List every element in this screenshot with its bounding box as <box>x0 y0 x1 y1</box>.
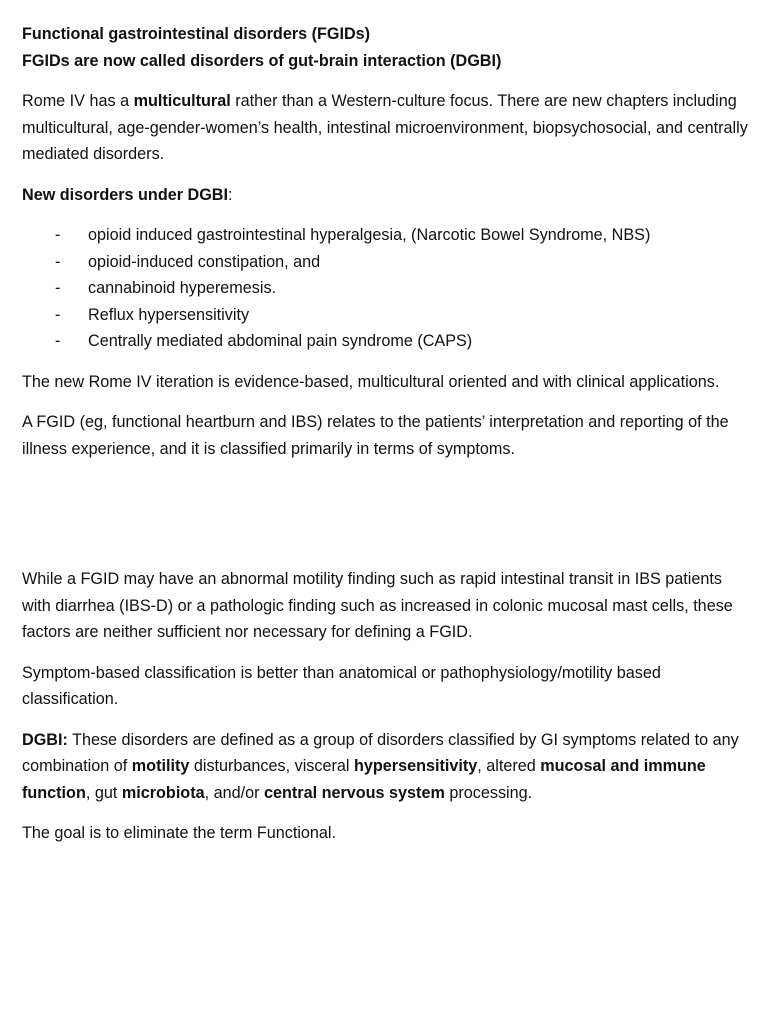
new-disorders-colon: : <box>227 185 233 204</box>
rome-text-pre: Rome IV has a <box>22 92 134 110</box>
rome-paragraph <box>22 88 750 168</box>
goal-paragraph: The goal is to eliminate the term Functional. <box>22 824 337 842</box>
dgbi-bold-microbiota: microbiota <box>121 783 205 802</box>
new-disorders-heading <box>22 182 750 209</box>
bullet-dash: - <box>55 252 61 271</box>
title-line-1: Functional gastrointestinal disorders (FGIDs) <box>22 25 371 43</box>
list-item-text: Centrally mediated abdominal pain syndrome (CAPS) <box>88 332 473 350</box>
dgbi-bold-cns: central nervous system <box>264 783 445 802</box>
dgbi-text: These disorders are defined as a group of disorders classified by GI symptoms related to any combination of <box>22 730 739 775</box>
list-item-text: opioid induced gastrointestinal hyperalgesia, (Narcotic Bowel Syndrome, NBS) <box>88 226 651 244</box>
motility-paragraph: While a FGID may have an abnormal motility finding such as rapid intestinal transit in IBS patients with diarrhea (IBS-D) or a pathologic finding such as increased in colonic mucosal mast cells, these factors are neither sufficient nor necessary for defining a FGID. <box>22 570 733 641</box>
dgbi-text: , and/or <box>204 783 264 802</box>
new-disorders-label: New disorders under DGBI <box>22 185 228 204</box>
bullet-dash: - <box>55 332 61 350</box>
dgbi-text: , altered <box>477 757 541 775</box>
list-item <box>22 275 750 302</box>
list-item <box>22 302 750 329</box>
document-page <box>22 21 750 847</box>
dgbi-text: processing. <box>444 783 533 802</box>
bullet-dash: - <box>55 226 61 244</box>
dgbi-bold-motility: motility <box>131 757 190 775</box>
rome-bold: multicultural <box>133 92 231 110</box>
fgid-paragraph: A FGID (eg, functional heartburn and IBS) relates to the patients’ interpretation and reporting of the illness experience, and it is classified primarily in terms of symptoms. <box>22 413 729 458</box>
dgbi-bold-hypersensitivity: hypersensitivity <box>354 757 478 775</box>
blank-space <box>22 462 750 566</box>
symptom-paragraph: Symptom-based classification is better than anatomical or pathophysiology/motility based classification. <box>22 663 661 708</box>
list-item-text: opioid-induced constipation, and <box>88 252 321 271</box>
dgbi-text: disturbances, visceral <box>189 757 354 775</box>
dgbi-label: DGBI: <box>22 730 68 749</box>
bullet-dash: - <box>55 305 61 324</box>
list-item <box>22 328 750 355</box>
dgbi-paragraph <box>22 727 750 807</box>
rome-text-post: rather than a Western-culture focus. There are new chapters including multicultural, age-gender-women’s health, intestinal microenvironment, biopsychosocial, and centrally mediated disorders. <box>22 92 748 163</box>
list-item <box>22 222 750 249</box>
bullet-dash: - <box>55 279 61 297</box>
list-item-text: cannabinoid hyperemesis. <box>88 279 277 297</box>
dgbi-text: , gut <box>85 783 122 802</box>
dgbi-bold-mucosal: mucosal and immune function <box>22 757 706 802</box>
iteration-paragraph: The new Rome IV iteration is evidence-based, multicultural oriented and with clinical applications. <box>22 372 720 391</box>
list-item-text: Reflux hypersensitivity <box>88 305 250 324</box>
disorder-list <box>22 222 750 355</box>
title-line-2: FGIDs are now called disorders of gut-brain interaction (DGBI) <box>22 51 502 70</box>
list-item <box>22 249 750 276</box>
